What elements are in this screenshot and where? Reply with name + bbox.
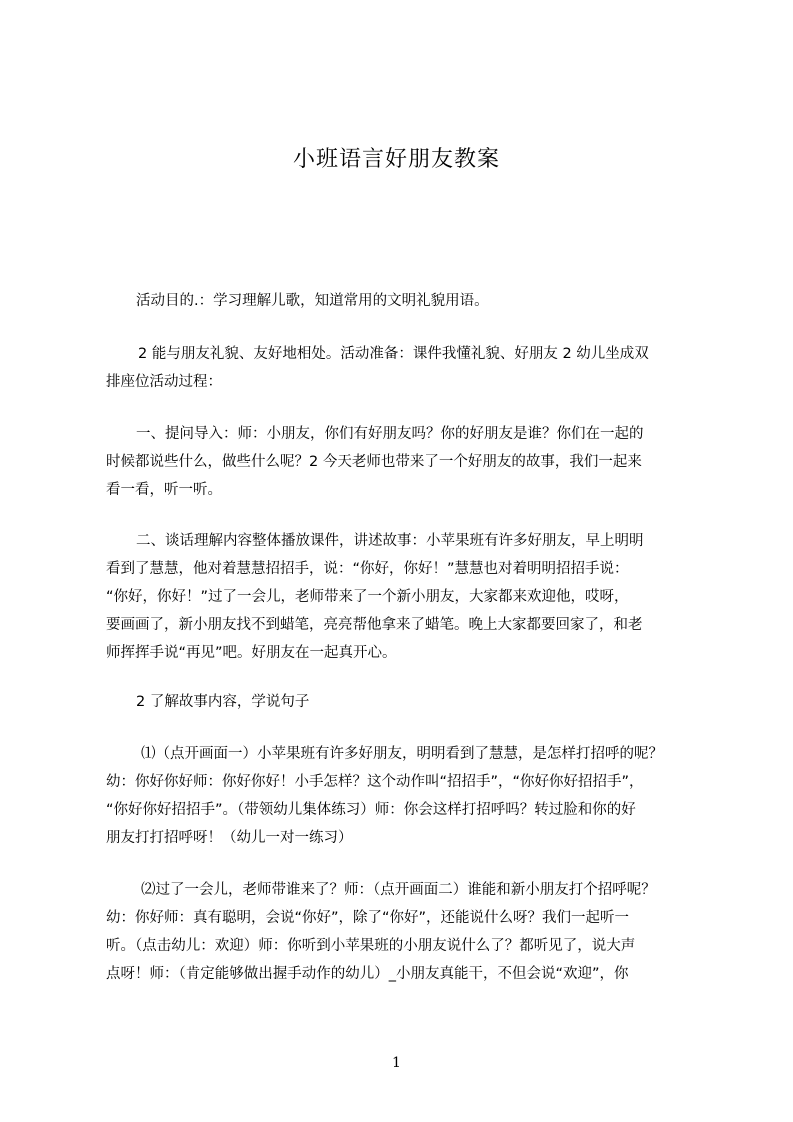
- text-line: 点呀！师：（肯定能够做出握手动作的幼儿）_小朋友真能干，不但会说“欢迎”，你: [106, 966, 629, 982]
- text-line: 看一看，听一听。: [106, 482, 222, 498]
- text-line: 看到了慧慧，他对着慧慧招招手，说：“你好，你好！”慧慧也对着明明招招手说：: [106, 561, 629, 577]
- text-line: 排座位活动过程：: [106, 374, 222, 390]
- paragraph-objective: [106, 287, 706, 315]
- text-line: 幼：你好你好师：你好你好！小手怎样？这个动作叫“招招手”，“你好你好招招手”，: [106, 774, 644, 790]
- paragraph-story: [106, 527, 706, 667]
- text-line: 一、提问导入：师：小朋友，你们有好朋友吗？你的好朋友是谁？你们在一起的: [136, 426, 644, 442]
- text-line: “你好你好招招手”。（带领幼儿集体练习）师：你会这样打招呼吗？转过脸和你的好: [106, 802, 636, 818]
- text-line: 师挥挥手说“再见”吧。好朋友在一起真开心。: [106, 645, 397, 661]
- paragraph-section-heading: [106, 688, 706, 716]
- text-line: 时候都说些什么，做些什么呢？2 今天老师也带来了一个好朋友的故事，我们一起来: [106, 454, 642, 470]
- text-line: 活动目的.：学习理解儿歌，知道常用的文明礼貌用语。: [136, 293, 489, 309]
- text-line: ⑵过了一会儿，老师带谁来了？师：（点开画面二）谁能和新小朋友打个招呼呢？: [141, 882, 656, 898]
- paragraph-scene-two: [106, 876, 706, 988]
- paragraph-intro: [106, 420, 706, 504]
- text-line: 幼：你好师：真有聪明，会说“你好”，除了“你好”，还能说什么呀？我们一起听一: [106, 910, 630, 926]
- text-line: 二、谈话理解内容整体播放课件，讲述故事：小苹果班有许多好朋友，早上明明: [136, 533, 644, 549]
- text-line: 要画画了，新小朋友找不到蜡笔，亮亮帮他拿来了蜡笔。晚上大家都要回家了，和老: [106, 617, 643, 633]
- text-line: “你好，你好！”过了一会儿，老师带来了一个新小朋友，大家都来欢迎他，哎呀，: [106, 589, 629, 605]
- paragraph-scene-one: [106, 740, 706, 852]
- text-line: 听。（点击幼儿：欢迎）师：你听到小苹果班的小朋友说什么了？都听见了，说大声: [106, 938, 636, 954]
- text-line: 2 能与朋友礼貌、友好地相处。活动准备：课件我懂礼貌、好朋友 2 幼儿坐成双: [138, 346, 649, 362]
- document-title: 小班语言好朋友教案: [292, 147, 500, 172]
- paragraph-preparation: [106, 340, 706, 396]
- text-line: 2 了解故事内容，学说句子: [136, 694, 310, 710]
- text-line: 朋友打打招呼呀！（幼儿一对一练习）: [106, 830, 353, 846]
- page-number: 1: [392, 1055, 401, 1071]
- text-line: ⑴（点开画面一）小苹果班有许多好朋友，明明看到了慧慧，是怎样打招呼的呢？: [141, 746, 663, 762]
